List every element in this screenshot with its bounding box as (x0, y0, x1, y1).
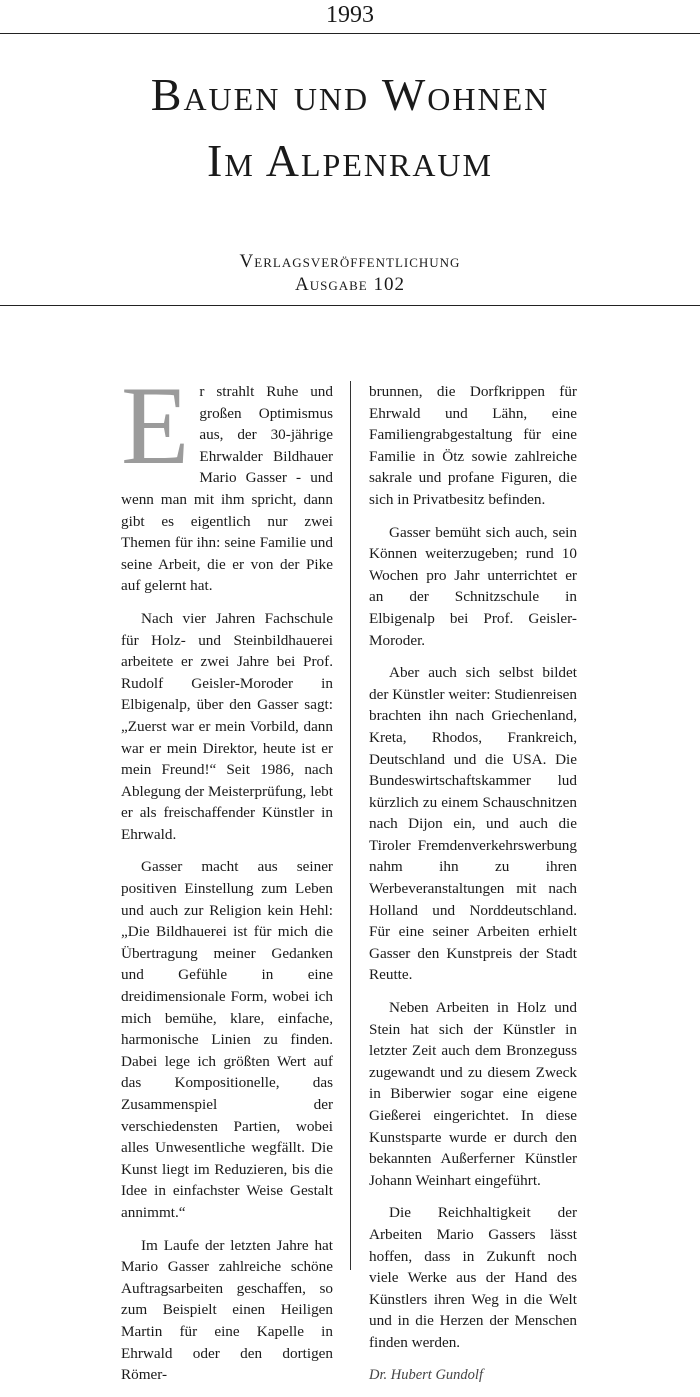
column-divider (350, 381, 351, 1270)
paragraph: Nach vier Jahren Fachschule für Holz- und Steinbildhauerei arbeitete er zwei Jahre bei Prof. Rudolf Geisler-Moroder in Elbigenalp, über den Gasser sagt: „Zuerst war er mein Vorbild, dann war er mein Direktor, heute ist er mein Freund!“ Seit 1986, nach Ablegung der Meisterprüfung, lebt er als freischaffender Künstler in Ehrwald. (121, 609, 333, 843)
paragraph: Im Laufe der letzten Jahre hat Mario Gasser zahlreiche schöne Auftragsarbeiten geschaffen, so zum Beispielt einen Heiligen Martin für eine Kapelle in Ehrwald oder den dortigen Römer- (121, 1236, 333, 1384)
drop-cap: E (121, 364, 190, 488)
author-signature: Dr. Hubert Gundolf (369, 1366, 483, 1383)
paragraph: Gasser bemüht sich auch, sein Können weiterzugeben; rund 10 Wochen pro Jahr unterrichtet er an der Schnitzschule in Elbigenalp bei Prof. Geisler-Moroder. (369, 523, 577, 649)
article-right-column (369, 381, 577, 1386)
paragraph (121, 364, 333, 597)
page-title-line-1: Bauen und Wohnen (150, 69, 550, 120)
article-left-column (121, 364, 333, 1397)
header-bottom-rule (0, 305, 700, 306)
paragraph: brunnen, die Dorfkrippen für Ehrwald und Lähn, eine Familiengrabgestaltung für eine Familie in Ötz sowie zahlreiche sakrale und profane Figuren, die sich in Privatbesitz befinden. (369, 383, 577, 508)
year-label: 1993 (326, 2, 374, 28)
paragraph-text: r strahlt Ruhe und großen Optimismus aus, der 30-jährige Ehrwalder Bildhauer Mario Gasser - und wenn man mit ihm spricht, dann gibt es eigentlich nur zwei Themen für ihn: seine Familie und seine Arbeit, die er von der Pike auf gelernt hat. (121, 383, 333, 595)
page-title-line-2: Im Alpenraum (207, 135, 493, 186)
header-top-rule (0, 33, 700, 34)
paragraph: Die Reichhaltigkeit der Arbeiten Mario Gassers lässt hoffen, dass in Zukunft noch viele Werke aus der Hand des Künstlers ihren Weg in die Welt und in die Herzen der Menschen finden werden. (369, 1204, 577, 1351)
paragraph: Neben Arbeiten in Holz und Stein hat sich der Künstler in letzter Zeit auch dem Bronzeguss zugewandt und zu diesem Zweck in Biberwier sogar eine eigene Gießerei eingerichtet. In diese Kunstsparte wurde er durch den bekannten Außerferner Künstler Johann Weinhart eingeführt. (369, 999, 577, 1189)
subtitle-line-2: Ausgabe 102 (295, 274, 405, 295)
subtitle-line-1: Verlagsveröffentlichung (239, 251, 461, 272)
paragraph: Gasser macht aus seiner positiven Einstellung zum Leben und auch zur Religion kein Hehl: „Die Bildhauerei ist für mich die Übertragung meiner Gedanken und Gefühle in eine dreidimensionale Form, wobei ich mich bemühe, klare, einfache, harmonische Linien zu finden. Dabei lege ich größten Wert auf das Kompositionelle, das Zusammenspiel der verschiedensten Partien, wobei alles Unwesentliche wegfällt. Die Kunst liegt im Reduzieren, bis die Idee in einfachster Weise Gestalt annimmt.“ (121, 858, 333, 1221)
paragraph: Aber auch sich selbst bildet der Künstler weiter: Studienreisen brachten ihn nach Griechenland, Kreta, Rhodos, Frankreich, Deutschland und die USA. Die Bundeswirtschaftskammer lud kürzlich zu einem Schauschnitzen nach Dijon ein, und auch die Tiroler Fremdenverkehrswerbung nahm ihn zu ihren Werbeveranstaltungen mit nach Holland und Norddeutschland. Für eine seiner Arbeiten erhielt Gasser den Kunstpreis der Stadt Reutte. (369, 664, 577, 984)
